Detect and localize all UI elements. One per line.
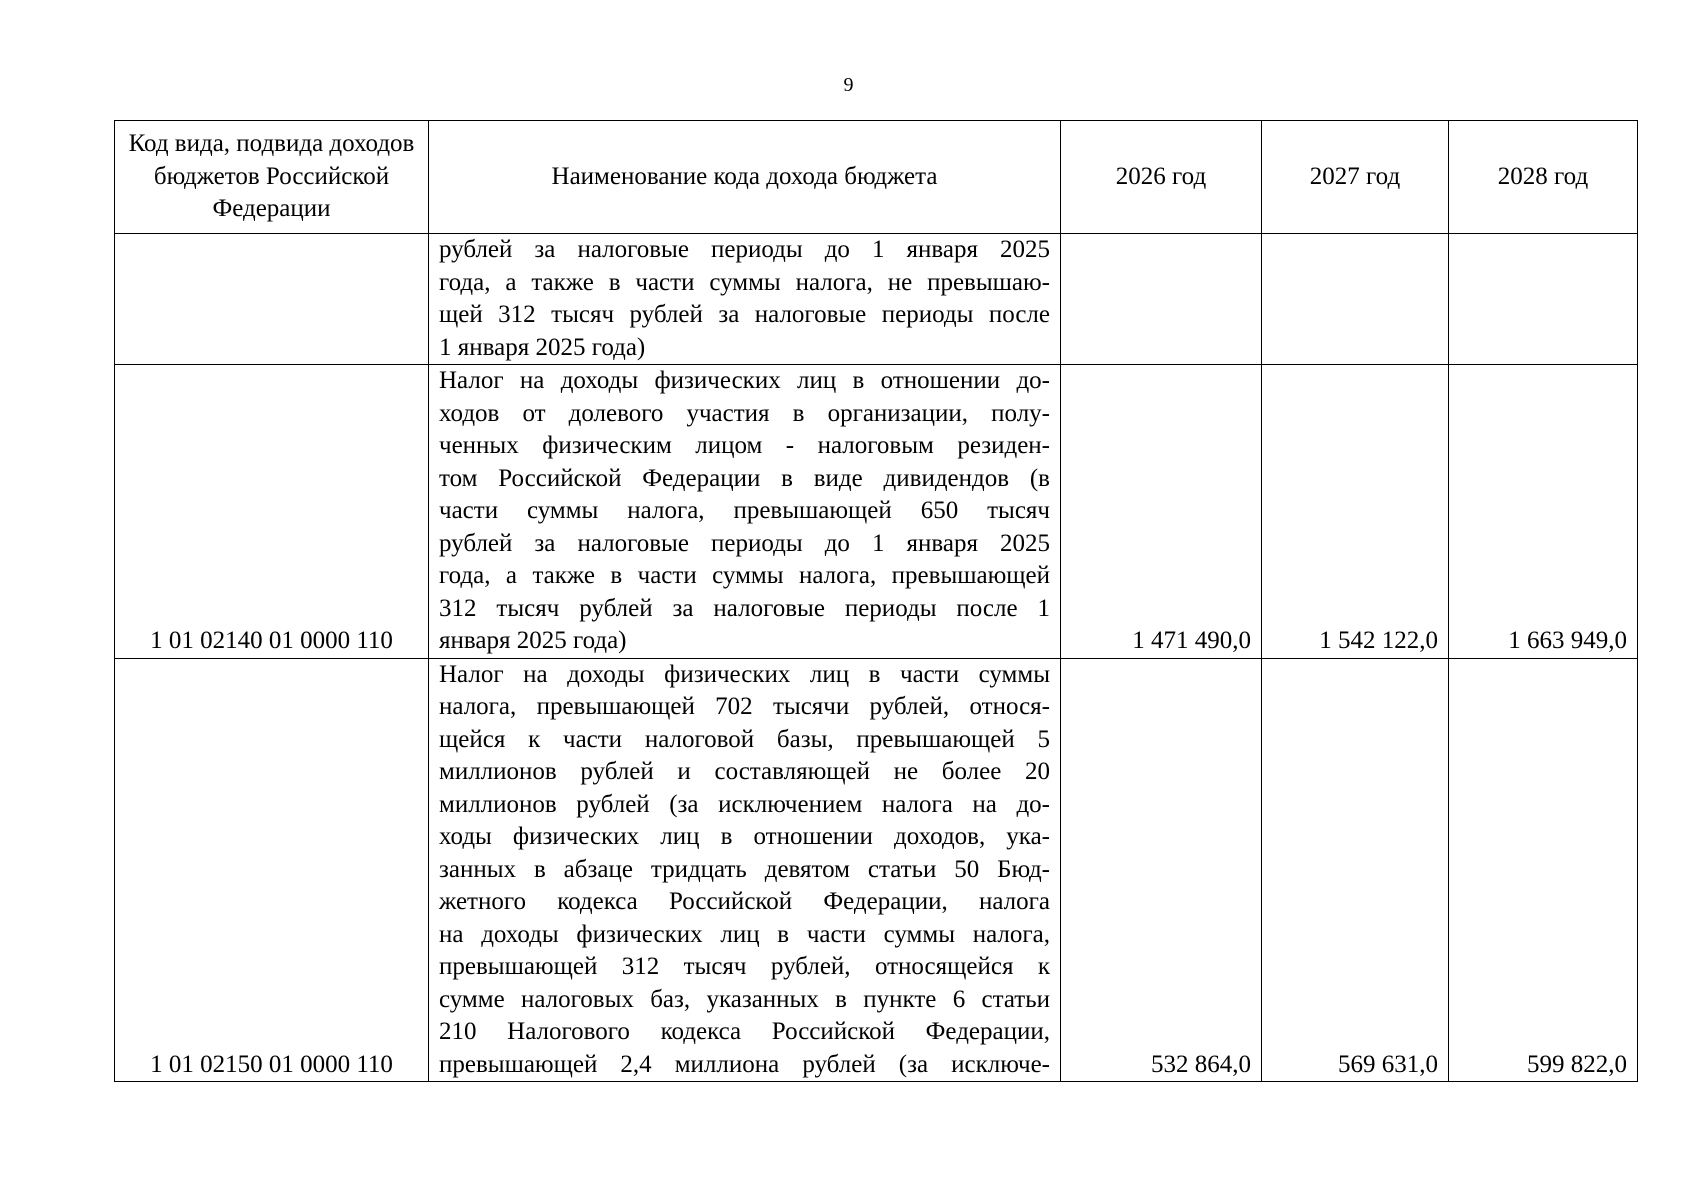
cell-value-2028: 599 822,0 — [1449, 658, 1638, 1082]
cell-income-code — [115, 234, 429, 365]
cell-value-2026 — [1061, 234, 1262, 365]
name-line: рублей за налоговые периоды до 1 января 2025 — [439, 236, 1050, 263]
name-line: миллионов рублей (за исключением налога на до- — [439, 790, 1050, 818]
cell-income-name — [429, 365, 1061, 659]
cell-income-name — [429, 658, 1061, 1082]
header-code: Код вида, подвида доходов бюджетов Российской Федерации — [115, 121, 429, 234]
cell-income-code: 1 01 02150 01 0000 110 — [115, 658, 429, 1082]
name-line: ходы физических лиц в отношении доходов, ука- — [439, 823, 1050, 850]
name-line: щейся к части налоговой базы, превышающей 5 — [439, 725, 1050, 753]
name-line: января 2025 года) — [439, 627, 627, 654]
table-row — [115, 234, 1638, 365]
name-line: щей 312 тысяч рублей за налоговые периоды после — [439, 301, 1050, 328]
name-line: 1 января 2025 года) — [439, 333, 646, 361]
cell-value-2028 — [1449, 234, 1638, 365]
name-line: ченных физическим лицом - налоговым резиден- — [439, 432, 1050, 459]
name-line: сумме налоговых баз, указанных в пункте 6 статьи — [439, 985, 1050, 1013]
name-line: ходов от долевого участия в организации, полу- — [439, 399, 1050, 427]
cell-income-code: 1 01 02140 01 0000 110 — [115, 365, 429, 659]
table-row — [115, 365, 1638, 659]
name-line: 312 тысяч рублей за налоговые периоды после 1 — [439, 594, 1050, 622]
name-line: жетного кодекса Российской Федерации, налога — [439, 888, 1050, 915]
name-line: 210 Налогового кодекса Российской Федерации, — [439, 1018, 1050, 1045]
name-line: занных в абзаце тридцать девятом статьи 50 Бюд- — [439, 855, 1050, 883]
name-line: года, а также в части суммы налога, не превышаю- — [439, 268, 1050, 296]
cell-value-2027 — [1262, 234, 1449, 365]
table-row — [115, 658, 1638, 1082]
name-line: рублей за налоговые периоды до 1 января 2025 — [439, 529, 1050, 557]
cell-value-2028: 1 663 949,0 — [1449, 365, 1638, 659]
header-2027: 2027 год — [1262, 121, 1449, 234]
name-line: Налог на доходы физических лиц в части суммы — [439, 660, 1050, 688]
header-2028: 2028 год — [1449, 121, 1638, 234]
name-line: Налог на доходы физических лиц в отношении до- — [439, 367, 1050, 394]
name-line: части суммы налога, превышающей 650 тысяч — [439, 497, 1050, 524]
budget-revenue-table — [114, 120, 1638, 1082]
table-header-row — [115, 121, 1638, 234]
name-line: том Российской Федерации в виде дивидендов (в — [439, 464, 1050, 492]
cell-value-2026: 532 864,0 — [1061, 658, 1262, 1082]
header-name: Наименование кода дохода бюджета — [429, 121, 1061, 234]
name-line: года, а также в части суммы налога, превышающей — [439, 562, 1050, 589]
name-line: налога, превышающей 702 тысячи рублей, относя- — [439, 693, 1050, 720]
cell-value-2027: 1 542 122,0 — [1262, 365, 1449, 659]
name-line: превышающей 312 тысяч рублей, относящейся к — [439, 953, 1050, 980]
name-line: миллионов рублей и составляющей не более 20 — [439, 758, 1050, 785]
page-number: 9 — [843, 74, 854, 96]
name-line: на доходы физических лиц в части суммы налога, — [439, 920, 1050, 948]
name-line: превышающей 2,4 миллиона рублей (за исключе- — [439, 1050, 1050, 1078]
header-2026: 2026 год — [1061, 121, 1262, 234]
cell-value-2026: 1 471 490,0 — [1061, 365, 1262, 659]
cell-income-name — [429, 234, 1061, 365]
cell-value-2027: 569 631,0 — [1262, 658, 1449, 1082]
